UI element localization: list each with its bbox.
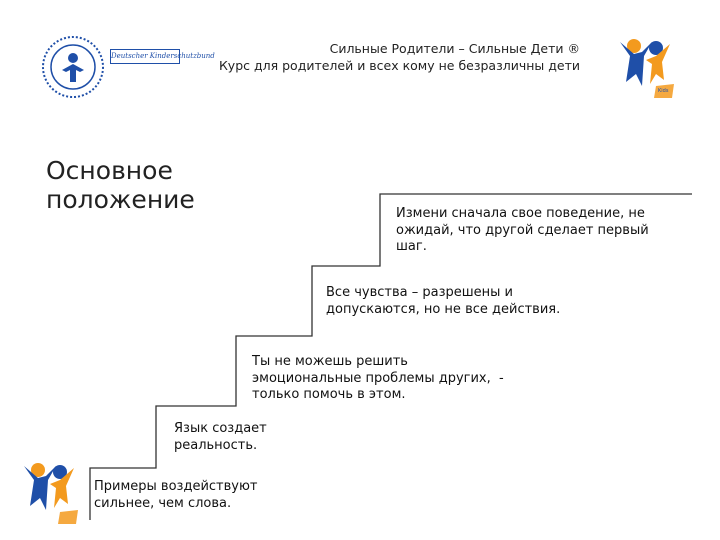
brand-box-logo: Deutscher Kinderschutzbund: [110, 49, 180, 64]
kids-logo-caption: Kids: [658, 88, 669, 94]
step-3-text: [252, 354, 552, 404]
step-4-text: [174, 421, 304, 454]
step-5-line-2: сильнее, чем слова.: [94, 495, 232, 511]
header: [200, 40, 580, 74]
step-3-line-2: эмоциональные проблемы других, -: [252, 370, 504, 386]
step-3-line-3: только помочь в этом.: [252, 387, 406, 402]
slide-title: [46, 156, 195, 214]
title-line-2: положение: [46, 185, 195, 214]
child-protection-logo-icon: [40, 34, 106, 100]
step-1-text: [396, 206, 696, 256]
step-3-line-1: Ты не можешь решить: [252, 354, 408, 369]
step-2-line-1: Все чувства – разрешены и: [326, 285, 513, 300]
step-5-line-1: Примеры воздействуют: [94, 479, 258, 494]
kids-dancing-icon: [612, 34, 678, 100]
step-1-line-3: шаг.: [396, 239, 427, 254]
step-5-text: [94, 479, 314, 512]
header-line-1: Сильные Родители – Сильные Дети ®: [329, 41, 580, 56]
header-line-2: Курс для родителей и всех кому не безразличны дети: [218, 58, 580, 73]
step-2-text: [326, 285, 616, 318]
step-4-line-1: Язык создает: [174, 421, 267, 436]
kids-dancing-icon-bottom: [16, 458, 82, 526]
step-1-line-1: Измени сначала свое поведение, не: [396, 206, 645, 221]
step-2-line-2: допускаются, но не все действия.: [326, 301, 561, 317]
title-line-1: Основное: [46, 156, 173, 185]
step-4-line-2: реальность.: [174, 437, 258, 453]
step-1-line-2: ожидай, что другой сделает первый: [396, 222, 649, 238]
